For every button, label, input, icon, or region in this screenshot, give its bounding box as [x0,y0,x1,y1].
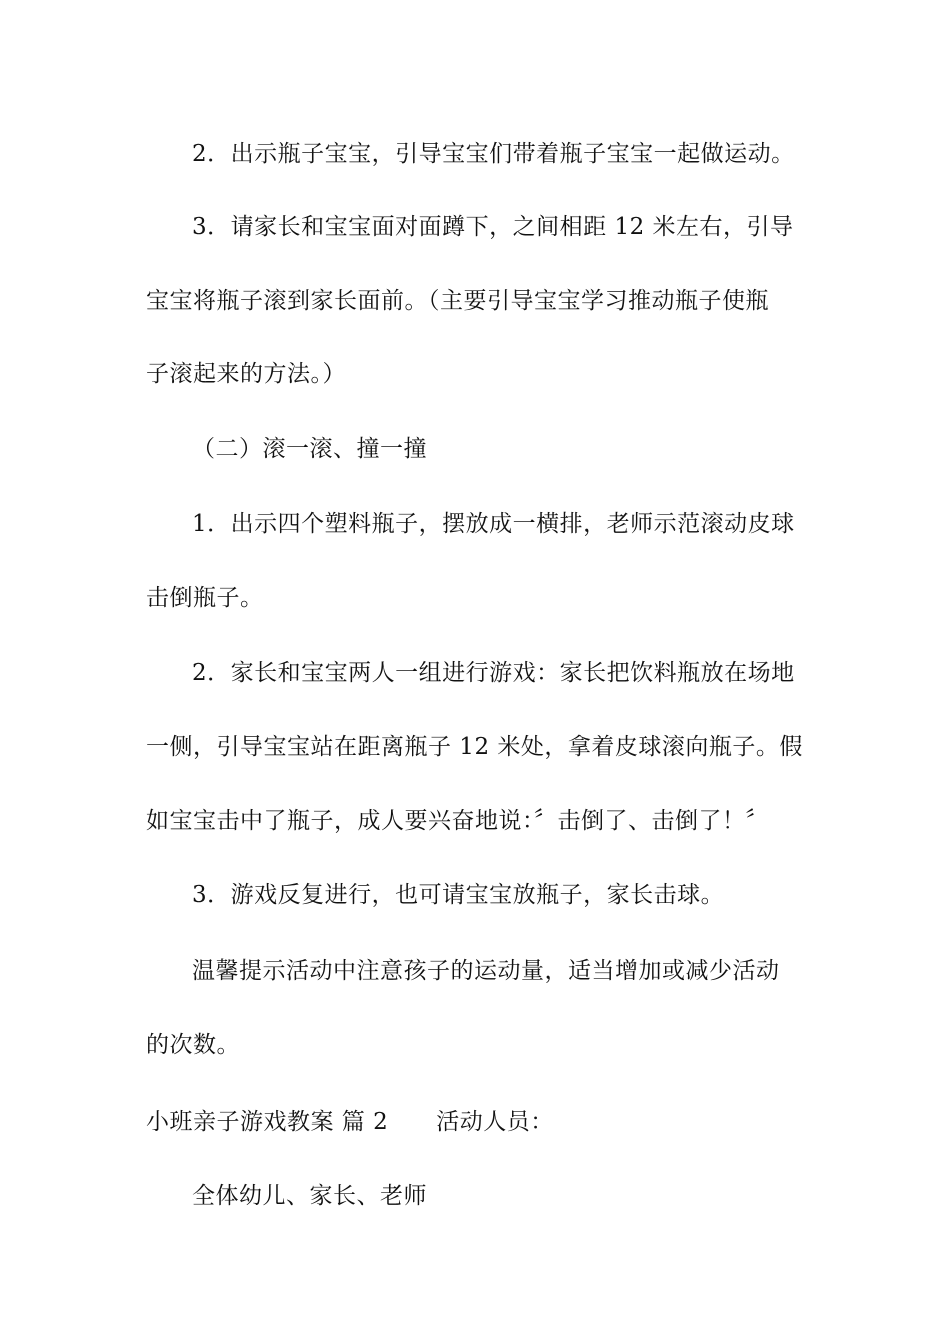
participants-label: 活动人员： [436,1109,554,1135]
paragraph-line: 3．请家长和宝宝面对面蹲下，之间相距 12 米左右，引导 [192,214,794,240]
paragraph-line: 宝宝将瓶子滚到家长面前。（主要引导宝宝学习推动瓶子使瓶 [146,288,769,314]
paragraph-line: 2．家长和宝宝两人一组进行游戏：家长把饮料瓶放在场地 [192,660,795,686]
paragraph-line: 子滚起来的方法。） [146,361,346,387]
section-heading: （二）滚一滚、撞一撞 [192,436,427,462]
paragraph-line: 1．出示四个塑料瓶子，摆放成一横排，老师示范滚动皮球 [192,511,795,537]
paragraph-line: 如宝宝击中了瓶子，成人要兴奋地说：〞击倒了、击倒了！〞 [146,808,769,834]
paragraph-line: 的次数。 [146,1032,240,1058]
lesson-title: 小班亲子游戏教案 篇 2 [146,1109,389,1135]
paragraph-line: 温馨提示活动中注意孩子的运动量，适当增加或减少活动 [192,958,780,984]
paragraph-line: 2．出示瓶子宝宝，引导宝宝们带着瓶子宝宝一起做运动。 [192,141,795,167]
lesson-heading [146,1107,826,1137]
participants-text: 全体幼儿、家长、老师 [192,1183,427,1209]
paragraph-line: 一侧，引导宝宝站在距离瓶子 12 米处，拿着皮球滚向瓶子。假 [146,734,803,760]
paragraph-line: 3．游戏反复进行，也可请宝宝放瓶子，家长击球。 [192,882,725,908]
paragraph-line: 击倒瓶子。 [146,585,264,611]
